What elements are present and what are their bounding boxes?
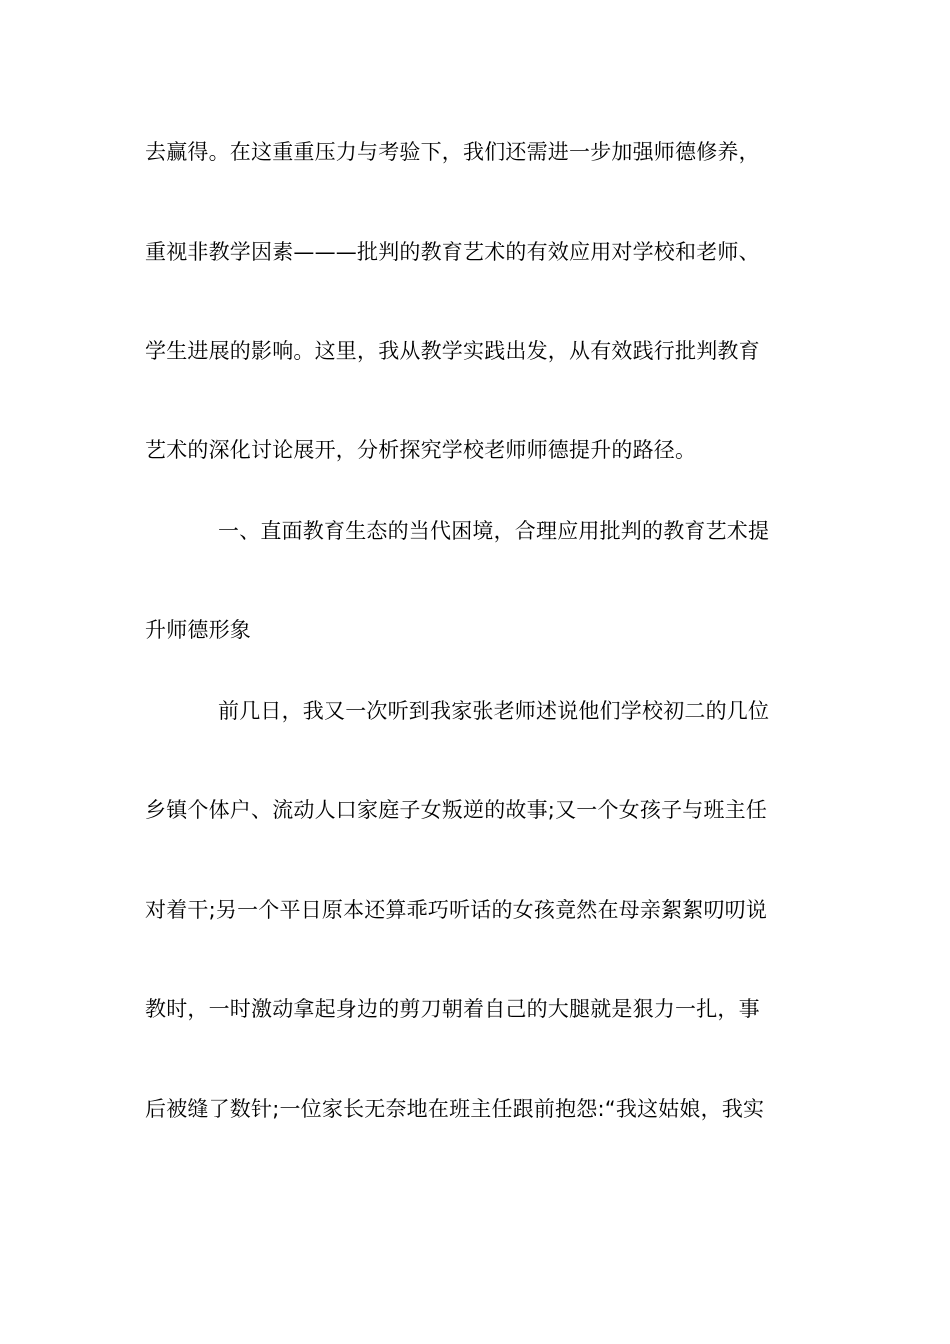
paragraph-line: 教时，一时激动拿起身边的剪刀朝着自己的大腿就是狠力一扎，事 [145, 997, 760, 1021]
paragraph-line: 对着干;另一个平日原本还算乖巧听话的女孩竟然在母亲絮絮叨叨说 [145, 898, 768, 922]
paragraph-line: 艺术的深化讨论展开，分析探究学校老师师德提升的路径。 [145, 438, 697, 462]
section-heading-line: 升师德形象 [145, 618, 251, 642]
section-heading-line: 一、直面教育生态的当代困境，合理应用批判的教育艺术提 [218, 519, 770, 543]
paragraph-line: 后被缝了数针;一位家长无奈地在班主任跟前抱怨:“我这姑娘，我实 [145, 1097, 765, 1121]
paragraph-line: 重视非教学因素———批判的教育艺术的有效应用对学校和老师、 [145, 240, 760, 264]
paragraph-line: 去赢得。在这重重压力与考验下，我们还需进一步加强师德修养， [145, 140, 760, 164]
paragraph-line: 学生进展的影响。这里，我从教学实践出发，从有效践行批判教育 [145, 339, 760, 363]
paragraph-line: 乡镇个体户、流动人口家庭子女叛逆的故事;又一个女孩子与班主任 [145, 798, 768, 822]
paragraph-line: 前几日，我又一次听到我家张老师述说他们学校初二的几位 [218, 699, 770, 723]
